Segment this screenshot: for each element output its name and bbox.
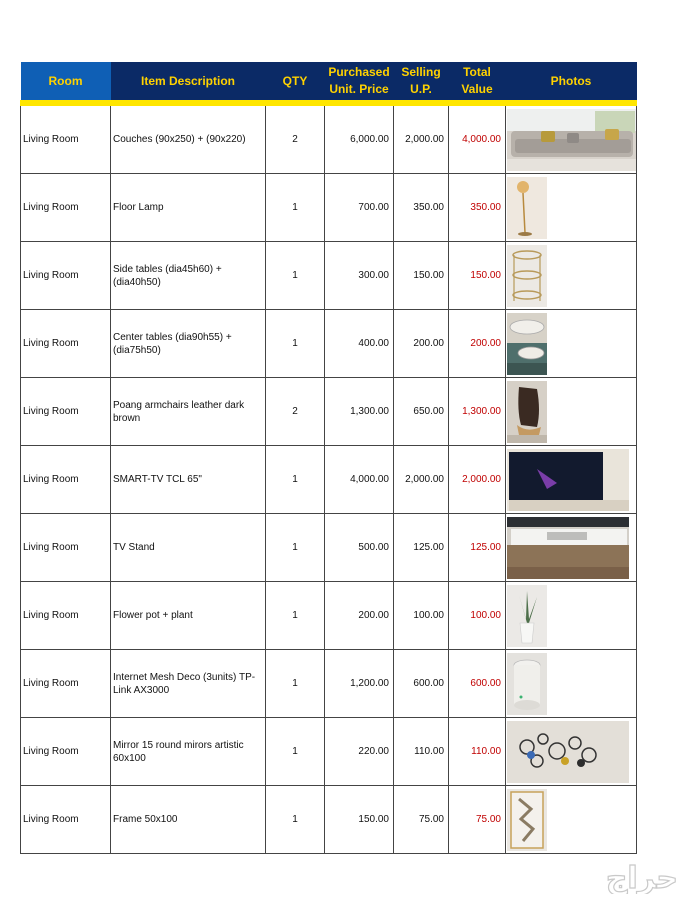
header-qty: QTY: [266, 62, 325, 103]
purchased-unit-price-cell: 400.00: [325, 310, 394, 378]
header-item-description: Item Description: [111, 62, 266, 103]
photo-cell: [506, 103, 637, 174]
mirrors-photo: [507, 721, 629, 783]
table-row: [21, 378, 637, 446]
item-description-cell: Side tables (dia45h60) + (dia40h50): [111, 242, 266, 310]
item-description-cell: Mirror 15 round mirors artistic 60x100: [111, 718, 266, 786]
selling-unit-price-cell: 75.00: [394, 786, 449, 854]
header-selling-line2: U.P.: [410, 82, 432, 96]
total-value-cell: 200.00: [449, 310, 506, 378]
purchased-unit-price-cell: 1,300.00: [325, 378, 394, 446]
room-cell: Living Room: [21, 718, 111, 786]
haraj-watermark-logo: [528, 862, 678, 894]
total-value-cell: 4,000.00: [449, 103, 506, 174]
tv-photo: [507, 449, 629, 511]
selling-unit-price-cell: 650.00: [394, 378, 449, 446]
table-row: [21, 446, 637, 514]
photo-cell: [506, 174, 637, 242]
total-value-cell: 75.00: [449, 786, 506, 854]
room-cell: Living Room: [21, 582, 111, 650]
frame-photo: [507, 789, 547, 851]
router-photo: [507, 653, 547, 715]
table-row: [21, 174, 637, 242]
purchased-unit-price-cell: 200.00: [325, 582, 394, 650]
photo-cell: [506, 718, 637, 786]
table-row: [21, 514, 637, 582]
total-value-cell: 350.00: [449, 174, 506, 242]
room-cell: Living Room: [21, 103, 111, 174]
header-selling-up: [394, 62, 449, 103]
inventory-table: [20, 62, 637, 854]
total-value-cell: 110.00: [449, 718, 506, 786]
center-table-photo: [507, 313, 547, 375]
selling-unit-price-cell: 150.00: [394, 242, 449, 310]
total-value-cell: 150.00: [449, 242, 506, 310]
qty-cell: 1: [266, 650, 325, 718]
qty-cell: 1: [266, 174, 325, 242]
selling-unit-price-cell: 2,000.00: [394, 103, 449, 174]
purchased-unit-price-cell: 300.00: [325, 242, 394, 310]
room-cell: Living Room: [21, 786, 111, 854]
table-row: [21, 310, 637, 378]
item-description-cell: Frame 50x100: [111, 786, 266, 854]
purchased-unit-price-cell: 700.00: [325, 174, 394, 242]
header-purchased-unit-price: [325, 62, 394, 103]
room-cell: Living Room: [21, 174, 111, 242]
room-cell: Living Room: [21, 446, 111, 514]
qty-cell: 1: [266, 514, 325, 582]
qty-cell: 1: [266, 582, 325, 650]
photo-cell: [506, 242, 637, 310]
qty-cell: 1: [266, 718, 325, 786]
item-description-cell: SMART-TV TCL 65": [111, 446, 266, 514]
room-cell: Living Room: [21, 242, 111, 310]
item-description-cell: Poang armchairs leather dark brown: [111, 378, 266, 446]
item-description-cell: TV Stand: [111, 514, 266, 582]
purchased-unit-price-cell: 500.00: [325, 514, 394, 582]
photo-cell: [506, 514, 637, 582]
qty-cell: 2: [266, 103, 325, 174]
table-row: [21, 718, 637, 786]
table-body: [21, 103, 637, 854]
room-cell: Living Room: [21, 650, 111, 718]
total-value-cell: 2,000.00: [449, 446, 506, 514]
qty-cell: 1: [266, 242, 325, 310]
selling-unit-price-cell: 125.00: [394, 514, 449, 582]
qty-cell: 1: [266, 446, 325, 514]
table-header: [21, 62, 637, 103]
photo-cell: [506, 378, 637, 446]
item-description-cell: Internet Mesh Deco (3units) TP-Link AX3000: [111, 650, 266, 718]
side-table-photo: [507, 245, 547, 307]
purchased-unit-price-cell: 6,000.00: [325, 103, 394, 174]
table-row: [21, 242, 637, 310]
header-purchased-line2: Unit. Price: [329, 82, 389, 96]
purchased-unit-price-cell: 220.00: [325, 718, 394, 786]
room-cell: Living Room: [21, 514, 111, 582]
table-row: [21, 786, 637, 854]
header-room: Room: [21, 62, 111, 103]
photo-cell: [506, 582, 637, 650]
purchased-unit-price-cell: 150.00: [325, 786, 394, 854]
floor-lamp-photo: [507, 177, 547, 239]
header-purchased-line1: Purchased: [328, 65, 390, 79]
qty-cell: 1: [266, 310, 325, 378]
item-description-cell: Center tables (dia90h55) + (dia75h50): [111, 310, 266, 378]
room-cell: Living Room: [21, 378, 111, 446]
header-total-line1: Total: [463, 65, 491, 79]
header-total-line2: Value: [461, 82, 493, 96]
total-value-cell: 125.00: [449, 514, 506, 582]
selling-unit-price-cell: 2,000.00: [394, 446, 449, 514]
photo-cell: [506, 650, 637, 718]
qty-cell: 2: [266, 378, 325, 446]
purchased-unit-price-cell: 4,000.00: [325, 446, 394, 514]
table-row: [21, 103, 637, 174]
purchased-unit-price-cell: 1,200.00: [325, 650, 394, 718]
plant-photo: [507, 585, 547, 647]
armchair-photo: [507, 381, 547, 443]
item-description-cell: Flower pot + plant: [111, 582, 266, 650]
selling-unit-price-cell: 110.00: [394, 718, 449, 786]
header-selling-line1: Selling: [401, 65, 441, 79]
header-photos: Photos: [506, 62, 637, 103]
photo-cell: [506, 310, 637, 378]
qty-cell: 1: [266, 786, 325, 854]
header-total-value: [449, 62, 506, 103]
table-row: [21, 582, 637, 650]
selling-unit-price-cell: 100.00: [394, 582, 449, 650]
item-description-cell: Couches (90x250) + (90x220): [111, 103, 266, 174]
photo-cell: [506, 786, 637, 854]
selling-unit-price-cell: 600.00: [394, 650, 449, 718]
total-value-cell: 1,300.00: [449, 378, 506, 446]
item-description-cell: Floor Lamp: [111, 174, 266, 242]
couch-photo: [507, 109, 637, 171]
room-cell: Living Room: [21, 310, 111, 378]
photo-cell: [506, 446, 637, 514]
selling-unit-price-cell: 350.00: [394, 174, 449, 242]
tv-stand-photo: [507, 517, 629, 579]
total-value-cell: 600.00: [449, 650, 506, 718]
table-row: [21, 650, 637, 718]
svg-text:حراج: حراج: [605, 862, 678, 894]
selling-unit-price-cell: 200.00: [394, 310, 449, 378]
total-value-cell: 100.00: [449, 582, 506, 650]
